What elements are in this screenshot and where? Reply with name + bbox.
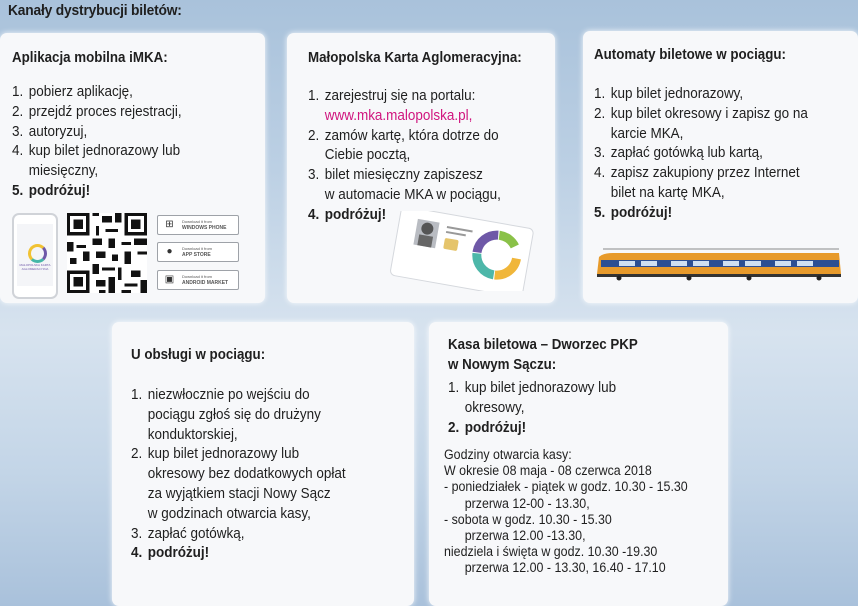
card-title: Automaty biletowe w pociągu: [594,47,786,63]
list-item: 4. kup bilet jednorazowy lub miesięczny, [12,143,181,180]
list-item: 3. autoryzuj, [12,123,88,140]
train-image [589,247,851,281]
card-automaty [583,31,858,303]
hours-line: W okresie 08 maja - 08 czerwca 2018 [444,463,652,479]
phone-image [12,213,58,299]
hours-line: przerwa 12-00 - 13.30, [444,495,590,511]
page-heading: Kanały dystrybucji biletów: [8,2,182,19]
phone-caption: MAŁOPOLSKA KARTA AGLOMERACYJNA [19,263,51,271]
list-item [308,107,501,127]
steps-list [12,83,182,202]
opening-hours [444,447,688,577]
steps-list [448,379,616,438]
android-market-button[interactable]: ▣ Download it from ANDROID MARKET [157,270,239,290]
card-kasa [429,322,728,606]
list-item: 2. kup bilet okresowy i zapisz go na karcie MKA, [594,105,808,142]
card-title: U obsługi w pociągu: [131,347,266,363]
list-item: 4. podróżuj! [308,206,387,223]
list-item: 3. zapłać gotówką, [131,525,245,542]
windows-phone-store-button[interactable]: ⊞ Download it from WINDOWS PHONE [157,215,239,235]
list-item: 1. niezwłocznie po wejściu do pociągu zgłoś się do drużyny konduktorskiej, [131,387,321,443]
hours-line: - sobota w godz. 10.30 - 15.30 [444,511,612,527]
card-title: Aplikacja mobilna iMKA: [12,50,168,66]
card-obsluga [112,322,414,606]
windows-icon: ⊞ [165,219,174,230]
mka-portal-link[interactable]: www.mka.malopolska.pl, [324,107,473,124]
list-item: 4. zapisz zakupiony przez Internet bilet na kartę MKA, [594,165,800,201]
mka-card-image [387,211,537,291]
apple-icon: ● [166,246,173,257]
list-item: 2. przejdź proces rejestracji, [12,103,182,120]
list-item: 3. zapłać gotówką lub kartą, [594,145,763,162]
hours-line: - poniedziałek - piątek w godz. 10.30 - 15.30 [444,479,688,495]
card-mka [287,33,555,303]
mka-logo-icon [28,244,47,263]
list-item: 5. podróżuj! [12,182,91,199]
steps-list [308,87,501,226]
list-item: 2. kup bilet jednorazowy lub okresowy bez dodatkowych opłat za wyjątkiem stacji Nowy Sącz w godzinach otwarcia kasy, [131,446,346,522]
hours-line: przerwa 12.00 -13.30, [444,528,586,544]
android-icon: ▣ [164,274,175,285]
list-item: 3. bilet miesięczny zapiszesz w automacie MKA w pociągu, [308,167,501,203]
list-item: 2. zamów kartę, która dotrze do Ciebie pocztą, [308,127,499,164]
steps-list [131,386,346,564]
list-item: 1. zarejestruj się na portalu: [308,88,476,104]
card-subtitle: w Nowym Sączu: [448,357,557,373]
list-item: 1. kup bilet jednorazowy lub okresowy, [448,380,617,416]
list-item: 1. pobierz aplikację, [12,84,133,100]
steps-list [594,85,808,224]
card-imka [0,33,265,303]
list-item: 4. podróżuj! [131,545,210,562]
qr-code-icon [67,213,147,293]
hours-line: przerwa 12.00 - 13.30, 16.40 - 17.10 [444,560,666,576]
list-item: 5. podróżuj! [594,204,673,221]
card-title: Małopolska Karta Aglomeracyjna: [308,50,522,66]
list-item: 1. kup bilet jednorazowy, [594,86,744,102]
list-item: 2. podróżuj! [448,419,527,436]
app-store-button[interactable]: ● Download it from APP STORE [157,242,239,262]
hours-line: Godziny otwarcia kasy: [444,447,572,462]
hours-line: niedziela i święta w godz. 10.30 -19.30 [444,544,658,560]
card-title: Kasa biletowa – Dworzec PKP [448,337,638,353]
